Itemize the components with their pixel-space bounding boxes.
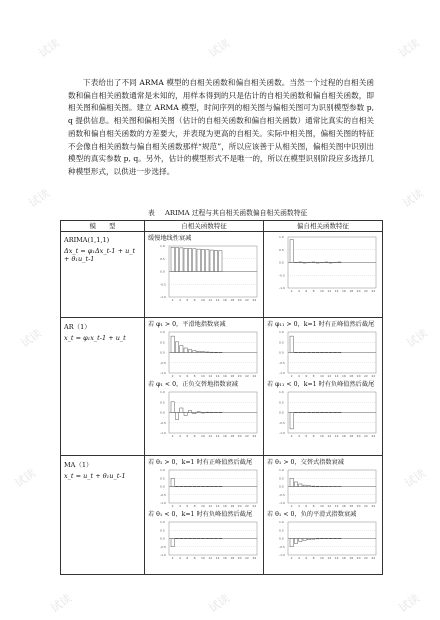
correlogram-bar <box>312 262 315 263</box>
x-tick-label: 24 <box>371 504 376 508</box>
x-tick-label: 2 <box>171 434 174 438</box>
table-header-row <box>61 221 383 232</box>
pacf-note: 若 φ₁₁ < 0，k=1 时有负峰值然后截尾 <box>267 381 375 388</box>
correlogram-bar <box>290 539 293 547</box>
correlogram-bar <box>307 486 310 487</box>
watermark: 试读 <box>36 36 63 61</box>
model-formula: Δx_t = φ₁Δx_t-1 + u_t + θ₁u_t-1 <box>64 247 136 263</box>
header-acf: 自相关函数特征 <box>145 221 264 232</box>
header-pacf: 偏自相关函数特征 <box>264 221 383 232</box>
acf-note: 缓慢地线性衰减 <box>148 235 192 242</box>
x-tick-label: 12 <box>208 556 213 560</box>
watermark: 试读 <box>402 466 429 491</box>
x-tick-label: 8 <box>193 374 196 378</box>
x-tick-label: 2 <box>171 556 174 560</box>
x-tick-label: 8 <box>193 504 196 508</box>
x-tick-label: 18 <box>230 556 235 560</box>
correlogram-bar <box>193 249 196 272</box>
watermark: 试读 <box>12 466 39 491</box>
x-tick-label: 20 <box>356 504 361 508</box>
correlogram-bar <box>294 482 297 487</box>
x-tick-label: 16 <box>342 374 346 378</box>
header-model: 模 型 <box>61 221 145 232</box>
x-tick-label: 6 <box>186 374 189 378</box>
y-tick-label: 1.0 <box>279 468 284 472</box>
acf-cell <box>145 318 264 456</box>
x-tick-label: 4 <box>179 434 181 438</box>
x-tick-label: 16 <box>223 298 227 302</box>
x-tick-label: 10 <box>320 289 324 293</box>
pacf-note <box>264 232 382 234</box>
y-tick-label: -0.5 <box>160 360 166 365</box>
table-row-ma1 <box>61 456 383 575</box>
x-tick-label: 20 <box>237 556 242 560</box>
y-tick-label: 1.0 <box>279 520 284 524</box>
x-tick-label: 12 <box>208 298 213 302</box>
acf-note: 若 θ₁ > 0，k=1 时有正峰值然后截尾 <box>148 459 253 466</box>
x-tick-label: 24 <box>252 556 257 560</box>
correlogram-bar <box>290 478 293 486</box>
y-tick-label: 1.0 <box>279 330 284 334</box>
y-tick-label: -1.0 <box>160 501 166 505</box>
correlogram-bar <box>312 539 315 540</box>
y-tick-label: 0.0 <box>160 484 165 489</box>
x-tick-label: 18 <box>230 298 235 302</box>
x-tick-label: 8 <box>312 556 315 560</box>
arma-feature-table <box>60 220 383 575</box>
acf-note: 若 θ₁ < 0，k=1 时有负峰值然后截尾 <box>148 511 253 518</box>
y-tick-label: 0.0 <box>279 484 284 489</box>
correlogram-bar <box>180 408 183 413</box>
y-tick-label: -1.0 <box>160 553 166 557</box>
y-tick-label: 0.0 <box>279 536 284 541</box>
x-tick-label: 22 <box>364 289 368 293</box>
x-tick-label: 2 <box>171 374 174 378</box>
y-tick-label: 1.0 <box>279 235 284 239</box>
x-tick-label: 20 <box>356 434 361 438</box>
correlogram-bar <box>171 247 174 271</box>
correlogram-bar <box>184 248 187 271</box>
correlogram-bar <box>303 539 306 541</box>
y-tick-label: 0.5 <box>279 340 284 345</box>
y-tick-label: -0.5 <box>279 544 285 549</box>
x-tick-label: 14 <box>334 504 339 508</box>
x-tick-label: 12 <box>327 374 332 378</box>
y-tick-label: -0.5 <box>160 544 166 549</box>
table-row-arima <box>61 232 383 318</box>
x-tick-label: 8 <box>312 374 315 378</box>
y-tick-label: -1.0 <box>279 431 285 435</box>
y-tick-label: -0.5 <box>160 492 166 497</box>
x-tick-label: 16 <box>223 556 227 560</box>
x-tick-label: 18 <box>230 434 235 438</box>
pacf-correlogram-plot <box>278 520 378 560</box>
y-tick-label: -1.0 <box>279 286 285 290</box>
y-tick-label: 0.0 <box>160 536 165 541</box>
x-tick-label: 12 <box>208 434 213 438</box>
x-tick-label: 24 <box>252 374 257 378</box>
x-tick-label: 22 <box>364 556 368 560</box>
x-tick-label: 12 <box>327 289 332 293</box>
pacf-correlogram-plot <box>278 235 378 293</box>
x-tick-label: 22 <box>364 374 368 378</box>
correlogram-bar <box>325 262 328 263</box>
correlogram-bar <box>193 351 196 353</box>
x-tick-label: 10 <box>320 434 324 438</box>
x-tick-label: 4 <box>298 374 300 378</box>
acf-correlogram-plot <box>159 390 259 438</box>
model-name: MA（1） <box>64 461 93 469</box>
pacf-correlogram-plot <box>278 468 378 508</box>
model-cell <box>61 232 145 318</box>
y-tick-label: 1.0 <box>160 390 165 394</box>
correlogram-bar <box>201 352 204 353</box>
x-tick-label: 8 <box>312 434 315 438</box>
watermark: 试读 <box>26 186 53 211</box>
y-tick-label: -1.0 <box>279 501 285 505</box>
y-tick-label: -1.0 <box>160 431 166 435</box>
x-tick-label: 24 <box>371 434 376 438</box>
x-tick-label: 16 <box>223 374 227 378</box>
x-tick-label: 24 <box>252 434 257 438</box>
x-tick-label: 20 <box>237 434 242 438</box>
model-cell <box>61 318 145 456</box>
x-tick-label: 2 <box>290 434 293 438</box>
x-tick-label: 22 <box>364 434 368 438</box>
x-tick-label: 18 <box>349 556 354 560</box>
correlogram-bar <box>210 250 213 271</box>
pacf-note: 若 θ₁ < 0，负的平滑式指数衰减 <box>267 511 357 518</box>
y-tick-label: 1.0 <box>160 468 165 472</box>
correlogram-bar <box>180 248 183 272</box>
x-tick-label: 12 <box>208 504 213 508</box>
model-formula: x_t = φ₁x_t-1 + u_t <box>64 334 126 342</box>
x-tick-label: 12 <box>327 434 332 438</box>
x-tick-label: 4 <box>298 289 300 293</box>
y-tick-label: 1.0 <box>160 244 165 248</box>
x-tick-label: 18 <box>230 504 235 508</box>
correlogram-bar <box>175 248 178 272</box>
x-tick-label: 10 <box>201 434 205 438</box>
x-tick-label: 8 <box>312 504 315 508</box>
pacf-cell <box>264 456 383 575</box>
x-tick-label: 24 <box>371 289 376 293</box>
x-tick-label: 20 <box>237 298 242 302</box>
x-tick-label: 6 <box>305 289 308 293</box>
x-tick-label: 14 <box>334 434 339 438</box>
x-tick-label: 2 <box>290 556 293 560</box>
y-tick-label: -0.5 <box>160 282 166 287</box>
x-tick-label: 22 <box>245 434 249 438</box>
acf-correlogram-plot <box>159 244 259 302</box>
pacf-cell <box>264 232 383 318</box>
correlogram-bar <box>180 346 183 353</box>
x-tick-label: 16 <box>223 434 227 438</box>
x-tick-label: 22 <box>364 504 368 508</box>
watermark: 试读 <box>48 591 75 616</box>
x-tick-label: 10 <box>320 374 324 378</box>
correlogram-bar <box>175 413 178 420</box>
correlogram-bar <box>188 350 191 353</box>
model-name: ARIMA(1,1,1) <box>64 236 110 244</box>
table-caption-label: 表 <box>148 209 155 217</box>
correlogram-bar <box>338 262 341 263</box>
x-tick-label: 4 <box>179 374 181 378</box>
x-tick-label: 6 <box>305 374 308 378</box>
correlogram-bar <box>303 485 306 486</box>
x-tick-label: 10 <box>201 504 205 508</box>
x-tick-label: 6 <box>186 556 189 560</box>
y-tick-label: 0.0 <box>279 350 284 355</box>
acf-note: 若 φ₁ > 0，平滑地指数衰减 <box>148 321 226 328</box>
x-tick-label: 20 <box>356 556 361 560</box>
y-tick-label: 0.5 <box>279 476 284 481</box>
x-tick-label: 6 <box>305 434 308 438</box>
correlogram-bar <box>197 412 200 413</box>
y-tick-label: -0.5 <box>160 420 166 425</box>
y-tick-label: -1.0 <box>160 371 166 375</box>
intro-paragraph: 下表给出了不同 ARMA 模型的自相关函数和偏自相关函数。当然一个过程的自相关函数和偏自相关函数通常是未知的，用样本得到的只是估计的自相关函数和偏自相关函数，即相关图和偏相关图。建立 ARMA 模型，时间序列的相关图与偏相关图可为识别模型参数 p, q 提供信息。相关图和偏相关图（估计的自相关函数和偏自相关函数）通常比真实的自相关函数和偏自相关函数的方差要大，并表现为更高的自相关。实际中相关图，偏相关图的特征不会像自相关函数与偏自相关函数那样“规范”，所以应该善于从相关图，偏相关图中识别出模型的真实参数 p, q。另外，估计的模型形式不是唯一的，所以在模型识别阶段应多选择几种模型形式，以供进一步选择。 <box>68 78 374 176</box>
x-tick-label: 8 <box>312 289 315 293</box>
x-tick-label: 22 <box>245 556 249 560</box>
pacf-correlogram-plot <box>278 330 378 378</box>
x-tick-label: 20 <box>237 504 242 508</box>
x-tick-label: 12 <box>208 374 213 378</box>
correlogram-bar <box>184 413 187 416</box>
x-tick-label: 16 <box>342 504 346 508</box>
acf-correlogram-plot <box>159 468 259 508</box>
correlogram-bar <box>184 348 187 353</box>
y-tick-label: -0.5 <box>279 420 285 425</box>
correlogram-bar <box>329 263 332 264</box>
model-cell <box>61 456 145 575</box>
y-tick-label: 0.5 <box>160 340 165 345</box>
x-tick-label: 24 <box>252 504 257 508</box>
x-tick-label: 14 <box>334 289 339 293</box>
model-formula: x_t = u_t + θ₁u_t-1 <box>64 472 126 480</box>
x-tick-label: 4 <box>179 298 181 302</box>
correlogram-bar <box>197 249 200 271</box>
correlogram-bar <box>175 342 178 353</box>
y-tick-label: 0.5 <box>160 528 165 533</box>
y-tick-label: -0.5 <box>279 492 285 497</box>
correlogram-bar <box>193 413 196 414</box>
correlogram-bar <box>197 351 200 352</box>
acf-correlogram-plot <box>159 520 259 560</box>
x-tick-label: 18 <box>349 434 354 438</box>
correlogram-bar <box>299 539 302 542</box>
x-tick-label: 14 <box>215 298 220 302</box>
acf-cell <box>145 232 264 318</box>
x-tick-label: 14 <box>215 374 220 378</box>
correlogram-bar <box>171 402 174 413</box>
x-tick-label: 2 <box>290 504 293 508</box>
x-tick-label: 6 <box>305 504 308 508</box>
y-tick-label: 0.0 <box>160 269 165 274</box>
x-tick-label: 10 <box>201 556 205 560</box>
correlogram-bar <box>214 250 217 271</box>
y-tick-label: 1.0 <box>279 390 284 394</box>
correlogram-bar <box>303 263 306 264</box>
y-tick-label: 0.5 <box>279 247 284 252</box>
model-name: AR（1） <box>64 323 91 331</box>
y-tick-label: 0.5 <box>160 400 165 405</box>
acf-note: 若 φ₁ < 0，正负交替地指数衰减 <box>148 381 238 388</box>
correlogram-bar <box>299 484 302 486</box>
pacf-note: 若 φ₁₁ > 0，k=1 时有正峰值然后截尾 <box>267 321 375 328</box>
correlogram-bar <box>299 262 302 263</box>
pacf-cell <box>264 318 383 456</box>
x-tick-label: 18 <box>349 374 354 378</box>
watermark: 试读 <box>396 591 423 616</box>
correlogram-bar <box>206 352 209 353</box>
x-tick-label: 10 <box>201 374 205 378</box>
x-tick-label: 22 <box>245 374 249 378</box>
x-tick-label: 8 <box>193 556 196 560</box>
watermark: 试读 <box>400 186 427 211</box>
watermark: 试读 <box>404 326 431 351</box>
x-tick-label: 16 <box>223 504 227 508</box>
x-tick-label: 8 <box>193 298 196 302</box>
x-tick-label: 14 <box>334 556 339 560</box>
correlogram-bar <box>290 413 293 429</box>
correlogram-bar <box>290 336 293 352</box>
x-tick-label: 10 <box>201 298 205 302</box>
x-tick-label: 18 <box>349 289 354 293</box>
x-tick-label: 4 <box>298 556 300 560</box>
x-tick-label: 6 <box>186 298 189 302</box>
correlogram-bar <box>316 263 319 264</box>
x-tick-label: 16 <box>342 434 346 438</box>
x-tick-label: 2 <box>171 298 174 302</box>
correlogram-bar <box>171 539 174 547</box>
correlogram-bar <box>294 539 297 544</box>
correlogram-bar <box>206 250 209 272</box>
y-tick-label: -0.5 <box>279 360 285 365</box>
x-tick-label: 18 <box>349 504 354 508</box>
correlogram-bar <box>307 539 310 540</box>
correlogram-bar <box>171 336 174 352</box>
x-tick-label: 12 <box>327 504 332 508</box>
acf-cell <box>145 456 264 575</box>
x-tick-label: 6 <box>186 434 189 438</box>
y-tick-label: 0.5 <box>279 528 284 533</box>
y-tick-label: 0.0 <box>160 350 165 355</box>
pacf-correlogram-plot <box>278 390 378 438</box>
watermark: 试读 <box>206 36 233 61</box>
y-tick-label: 0.5 <box>160 256 165 261</box>
y-tick-label: -0.5 <box>279 273 285 278</box>
y-tick-label: 0.0 <box>279 260 284 265</box>
x-tick-label: 10 <box>320 556 324 560</box>
x-tick-label: 14 <box>215 504 220 508</box>
x-tick-label: 22 <box>245 298 249 302</box>
x-tick-label: 14 <box>215 434 220 438</box>
y-tick-label: 0.0 <box>279 410 284 415</box>
x-tick-label: 20 <box>237 374 242 378</box>
x-tick-label: 6 <box>186 504 189 508</box>
x-tick-label: 12 <box>327 556 332 560</box>
x-tick-label: 4 <box>298 504 300 508</box>
y-tick-label: 0.5 <box>279 400 284 405</box>
acf-correlogram-plot <box>159 330 259 378</box>
y-tick-label: -1.0 <box>279 553 285 557</box>
table-caption-title: ARIMA 过程与其自相关函数偏自相关函数特征 <box>164 209 308 217</box>
table-row-ar1 <box>61 318 383 456</box>
y-tick-label: 0.5 <box>160 476 165 481</box>
y-tick-label: 0.0 <box>160 410 165 415</box>
correlogram-bar <box>171 478 174 486</box>
x-tick-label: 16 <box>342 289 346 293</box>
x-tick-label: 4 <box>298 434 300 438</box>
correlogram-bar <box>290 240 293 263</box>
correlogram-bar <box>188 411 191 413</box>
x-tick-label: 10 <box>320 504 324 508</box>
x-tick-label: 16 <box>342 556 346 560</box>
x-tick-label: 2 <box>290 289 293 293</box>
correlogram-bar <box>219 251 222 272</box>
y-tick-label: -1.0 <box>160 295 166 299</box>
x-tick-label: 22 <box>245 504 249 508</box>
x-tick-label: 2 <box>290 374 293 378</box>
pacf-note: 若 θ₁ > 0，交替式指数衰减 <box>267 459 344 466</box>
x-tick-label: 14 <box>215 556 220 560</box>
watermark: 试读 <box>206 591 233 616</box>
x-tick-label: 24 <box>371 556 376 560</box>
correlogram-bar <box>201 249 204 271</box>
y-tick-label: 1.0 <box>160 520 165 524</box>
x-tick-label: 24 <box>252 298 257 302</box>
x-tick-label: 4 <box>179 504 181 508</box>
correlogram-bar <box>201 413 204 414</box>
watermark: 试读 <box>18 326 45 351</box>
x-tick-label: 20 <box>356 289 361 293</box>
y-tick-label: -1.0 <box>279 371 285 375</box>
x-tick-label: 24 <box>371 374 376 378</box>
x-tick-label: 8 <box>193 434 196 438</box>
correlogram-bar <box>188 248 191 271</box>
x-tick-label: 14 <box>334 374 339 378</box>
table-caption <box>148 207 307 217</box>
watermark: 试读 <box>396 36 423 61</box>
x-tick-label: 6 <box>305 556 308 560</box>
y-tick-label: 1.0 <box>160 330 165 334</box>
x-tick-label: 2 <box>171 504 174 508</box>
x-tick-label: 20 <box>356 374 361 378</box>
x-tick-label: 18 <box>230 374 235 378</box>
x-tick-label: 4 <box>179 556 181 560</box>
